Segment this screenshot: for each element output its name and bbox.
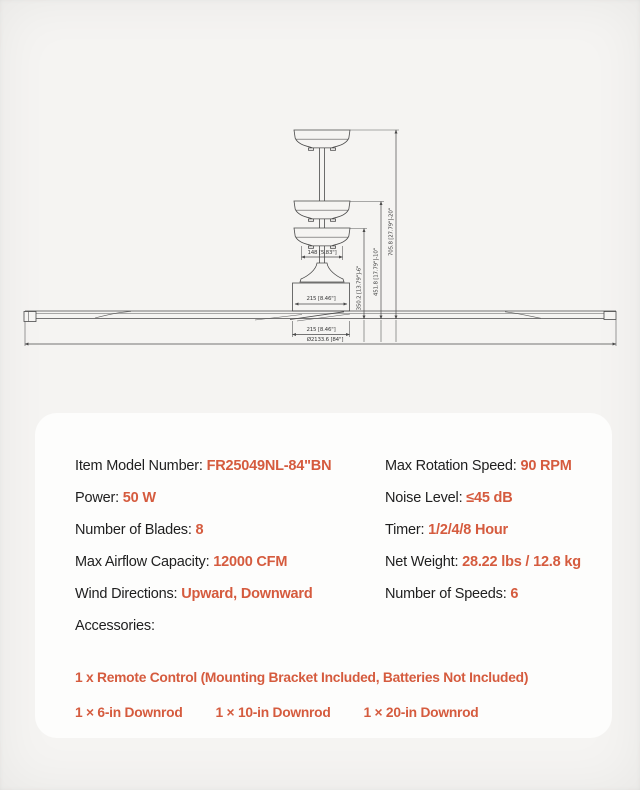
spec-row-blades bbox=[75, 523, 385, 538]
dim-height-20in bbox=[389, 130, 397, 342]
canopy-position-10in bbox=[294, 201, 350, 221]
dim-label-height-10in: 451.8 [17.79"]-10" bbox=[373, 248, 380, 296]
ceiling-canopy bbox=[294, 130, 350, 150]
spec-label: Max Rotation Speed: bbox=[385, 458, 521, 474]
spec-value: 8 bbox=[195, 522, 204, 538]
dim-canopy-width bbox=[302, 246, 343, 260]
spec-label: Power: bbox=[75, 490, 123, 506]
dim-height-6in bbox=[357, 229, 365, 343]
accessory-downrod-20in: 1 × 20-in Downrod bbox=[363, 705, 479, 720]
spec-value: Upward, Downward bbox=[181, 586, 313, 602]
accessory-downrod-10in: 1 × 10-in Downrod bbox=[215, 705, 331, 720]
blade-right-cap bbox=[604, 312, 616, 320]
spec-row-speeds bbox=[385, 587, 592, 602]
spec-grid bbox=[75, 459, 592, 651]
accessory-downrods bbox=[75, 705, 592, 720]
spec-label: Max Airflow Capacity: bbox=[75, 554, 214, 570]
spec-row-wind-directions bbox=[75, 587, 385, 602]
spec-value: 6 bbox=[510, 586, 519, 602]
dim-label-motor-width-bottom: 215 [8.46"] bbox=[306, 327, 336, 333]
canopy-position-6in bbox=[294, 228, 350, 248]
spec-label: Item Model Number: bbox=[75, 458, 207, 474]
blade-left-bracket bbox=[24, 312, 36, 322]
spec-value: ≤45 dB bbox=[466, 490, 513, 506]
spec-row-power bbox=[75, 491, 385, 506]
spec-value: FR25049NL-84"BN bbox=[206, 458, 332, 474]
dim-motor-width-bottom bbox=[293, 321, 350, 337]
spec-value: 12000 CFM bbox=[213, 554, 288, 570]
spec-column-left bbox=[75, 459, 385, 651]
spec-card bbox=[35, 413, 612, 738]
accessory-downrod-6in: 1 × 6-in Downrod bbox=[75, 705, 183, 720]
spec-label: Accessories: bbox=[75, 618, 155, 634]
dim-blade-diameter bbox=[25, 320, 616, 346]
spec-label: Net Weight: bbox=[385, 554, 463, 570]
accessory-remote-control: 1 x Remote Control (Mounting Bracket Included, Batteries Not Included) bbox=[75, 670, 529, 685]
dim-label-height-6in: 350.2 [13.79"]-6" bbox=[356, 265, 363, 311]
spec-column-right bbox=[385, 459, 592, 651]
dim-label-blade-diameter: Ø2133.6 [84"] bbox=[306, 337, 344, 343]
spec-value: 28.22 lbs / 12.8 kg bbox=[462, 554, 581, 570]
spec-value: 1/2/4/8 Hour bbox=[428, 522, 508, 538]
fan-blades bbox=[24, 311, 616, 322]
spec-label: Noise Level: bbox=[385, 490, 467, 506]
spec-value: 90 RPM bbox=[520, 458, 572, 474]
dim-label-height-20in: 705.8 [27.79"]-20" bbox=[388, 208, 395, 256]
spec-row-airflow bbox=[75, 555, 385, 570]
spec-row-noise bbox=[385, 491, 592, 506]
spec-label: Number of Blades: bbox=[75, 522, 196, 538]
motor-bell-mount bbox=[300, 263, 344, 282]
spec-row-timer bbox=[385, 523, 592, 538]
spec-label: Timer: bbox=[385, 522, 429, 538]
spec-row-rotation-speed bbox=[385, 459, 592, 474]
dim-label-canopy-width: 148 [5.83"] bbox=[307, 250, 337, 256]
spec-value: 50 W bbox=[122, 490, 156, 506]
spec-label: Wind Directions: bbox=[75, 586, 182, 602]
spec-row-model bbox=[75, 459, 385, 474]
spec-row-net-weight bbox=[385, 555, 592, 570]
spec-row-accessories-heading bbox=[75, 619, 385, 634]
dim-label-motor-width-top: 215 [8.46"] bbox=[306, 296, 336, 302]
spec-label: Number of Speeds: bbox=[385, 586, 511, 602]
dim-height-10in bbox=[374, 202, 382, 343]
